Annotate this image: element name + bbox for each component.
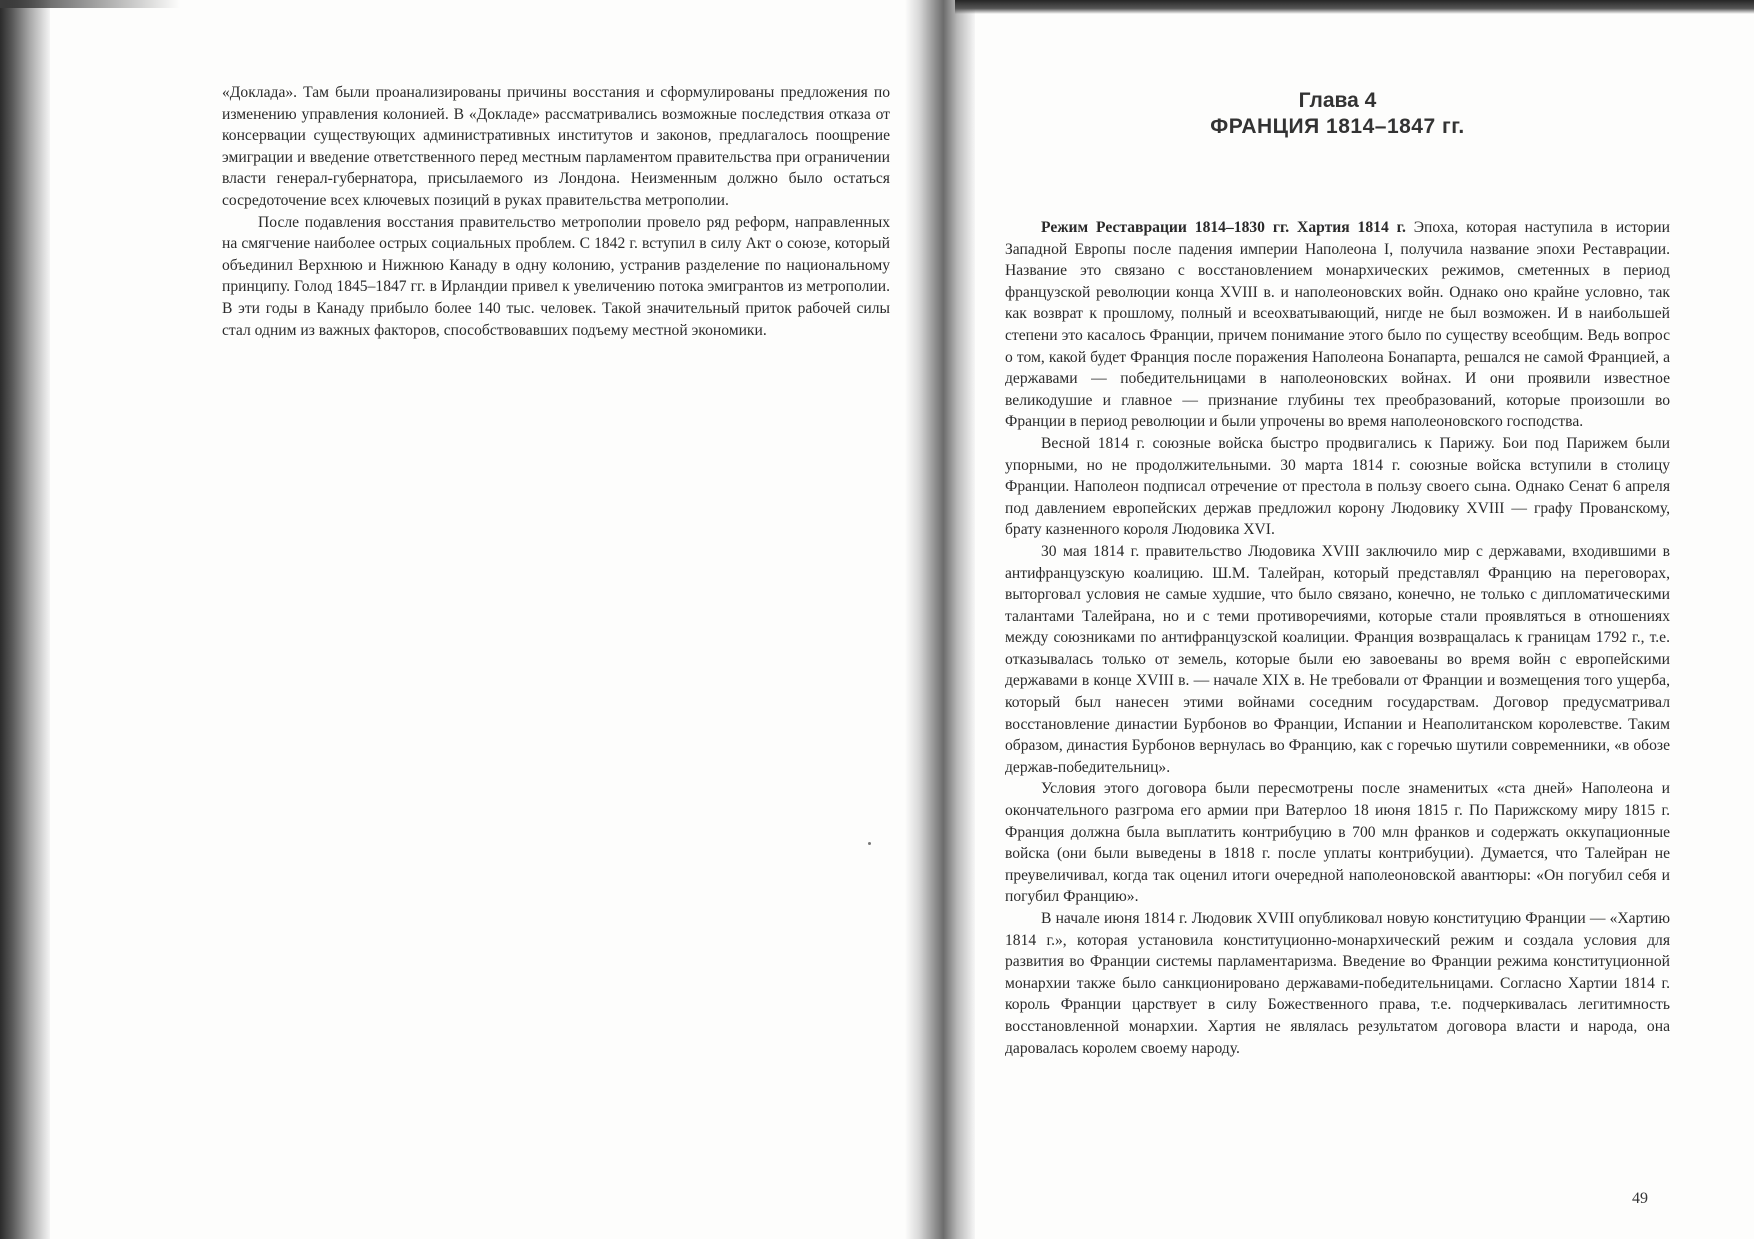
- book-spine-shadow: [905, 0, 975, 1239]
- page-number: 49: [1632, 1190, 1648, 1207]
- scan-shadow-left: [0, 0, 50, 1239]
- chapter-number: Глава 4: [1298, 89, 1377, 112]
- right-page-text: [1005, 217, 1670, 1059]
- right-paragraph-5: В начале июня 1814 г. Людовик XVIII опубликовал новую конституцию Франции — «Хартию 1814 г.», которая установила конституционно-монархический режим и создала условия для развития во Франции системы парламентаризма. Введение во Франции режима конституционной монархии также было санкционировано державами-победительницами. Согласно Хартии 1814 г. король Франции царствует в силу Божественного права, т.е. подчеркивалась легитимность восстановленной монархии. Хартия не являлась результатом договора власти и народа, она даровалась королем своему народу.: [1005, 910, 1670, 1057]
- right-paragraph-3: 30 мая 1814 г. правительство Людовика XVIII заключило мир с державами, входившими в антифранцузскую коалицию. Ш.М. Талейран, который представлял Францию на переговорах, выторговал условия не самые худшие, что было связано, конечно, не только с дипломатическими талантами Талейрана, но и с теми противоречиями, которые стали проявляться в отношениях между союзниками по антифранцузской коалиции. Франция возвращалась к границам 1792 г., т.е. отказывалась только от земель, которые были ею завоеваны во время войн с европейскими державами в конце XVIII в. — начале XIX в. Не требовали от Франции и возмещения того ущерба, который был нанесен этими войнами соседним государствам. Договор предусматривал восстановление династии Бурбонов во Франции, Испании и Неаполитанском королевстве. Таким образом, династия Бурбонов вернулась во Францию, как с горечью шутили современники, «в обозе держав-победительниц».: [1005, 542, 1670, 776]
- left-paragraph-2: После подавления восстания правительство метрополии провело ряд реформ, направленных на смягчение наиболее острых социальных проблем. С 1842 г. вступил в силу Акт о союзе, который объединил Верхнюю и Нижнюю Канаду в одну колонию, устранив разделение по национальному принципу. Голод 1845–1847 гг. в Ирландии привел к увеличению потока эмигрантов из метрополии. В эти годы в Канаду прибыло более 140 тыс. человек. Такой значительный приток рабочей силы стал одним из важных факторов, способствовавших подъему местной экономики.: [222, 213, 890, 339]
- scan-shadow-top-left: [0, 0, 180, 8]
- chapter-heading: [1005, 88, 1670, 140]
- left-paragraph-1: «Доклада». Там были проанализированы причины восстания и сформулированы предложения по изменению управления колонией. В «Докладе» рассматривались возможные последствия отказа от консервации существующих административных институтов и законов, предлагалось поощрение эмиграции и введение ответственного перед местным парламентом правительства при ограничении власти генерал-губернатора, присылаемого из Лондона. Неизменным должно было остаться сосредоточение всех ключевых позиций в руках правительства метрополии.: [222, 84, 890, 209]
- chapter-title: ФРАНЦИЯ 1814–1847 гг.: [1210, 115, 1465, 138]
- right-page: [1005, 0, 1670, 1239]
- scan-speck: [868, 842, 871, 845]
- left-page-text: [222, 82, 890, 341]
- right-paragraph-1-text: Эпоха, которая наступила в истории Западной Европы после падения империи Наполеона I, получила название эпохи Реставрации. Название это связано с восстановлением монархических режимов, сметенных в период французской революции конца XVIII в. и наполеоновских войн. Однако оно крайне условно, так как возврат к прошлому, полный и всеохватывающий, нигде не был возможен. И в наибольшей степени это касалось Франции, причем понимание этого было по существу всеобщим. Ведь вопрос о том, какой будет Франция после поражения Наполеона Бонапарта, решался не самой Францией, а державами — победительницами в наполеоновских войнах. И они проявили известное великодушие и главное — признание глубины тех преобразований, которые произошли во Франции в период революции и были упрочены во время наполеоновского господства.: [1005, 219, 1670, 431]
- right-paragraph-1: [1005, 217, 1670, 433]
- left-page: [200, 0, 890, 1239]
- right-paragraph-2: Весной 1814 г. союзные войска быстро продвигались к Парижу. Бои под Парижем были упорными, но не продолжительными. 30 марта 1814 г. союзные войска вступили в столицу Франции. Наполеон подписал отречение от престола в пользу своего сына. Однако Сенат 6 апреля под давлением европейских держав предложил корону Людовику XVIII — графу Прованскому, брату казненного короля Людовика XVI.: [1005, 434, 1670, 539]
- right-paragraph-4: Условия этого договора были пересмотрены после знаменитых «ста дней» Наполеона и окончательного разгрома его армии при Ватерлоо 18 июня 1815 г. По Парижскому миру 1815 г. Франция должна была выплатить контрибуцию в 700 млн франков и содержать оккупационные войска (они были выведены в 1818 г. после уплаты контрибуции). Думается, что Талейран не преувеличивал, когда так оценил итоги очередной наполеоновской авантюры: «Он погубил себя и погубил Францию».: [1005, 780, 1670, 906]
- section-run-in-heading: Режим Реставрации 1814–1830 гг. Хартия 1814 г.: [1041, 219, 1406, 236]
